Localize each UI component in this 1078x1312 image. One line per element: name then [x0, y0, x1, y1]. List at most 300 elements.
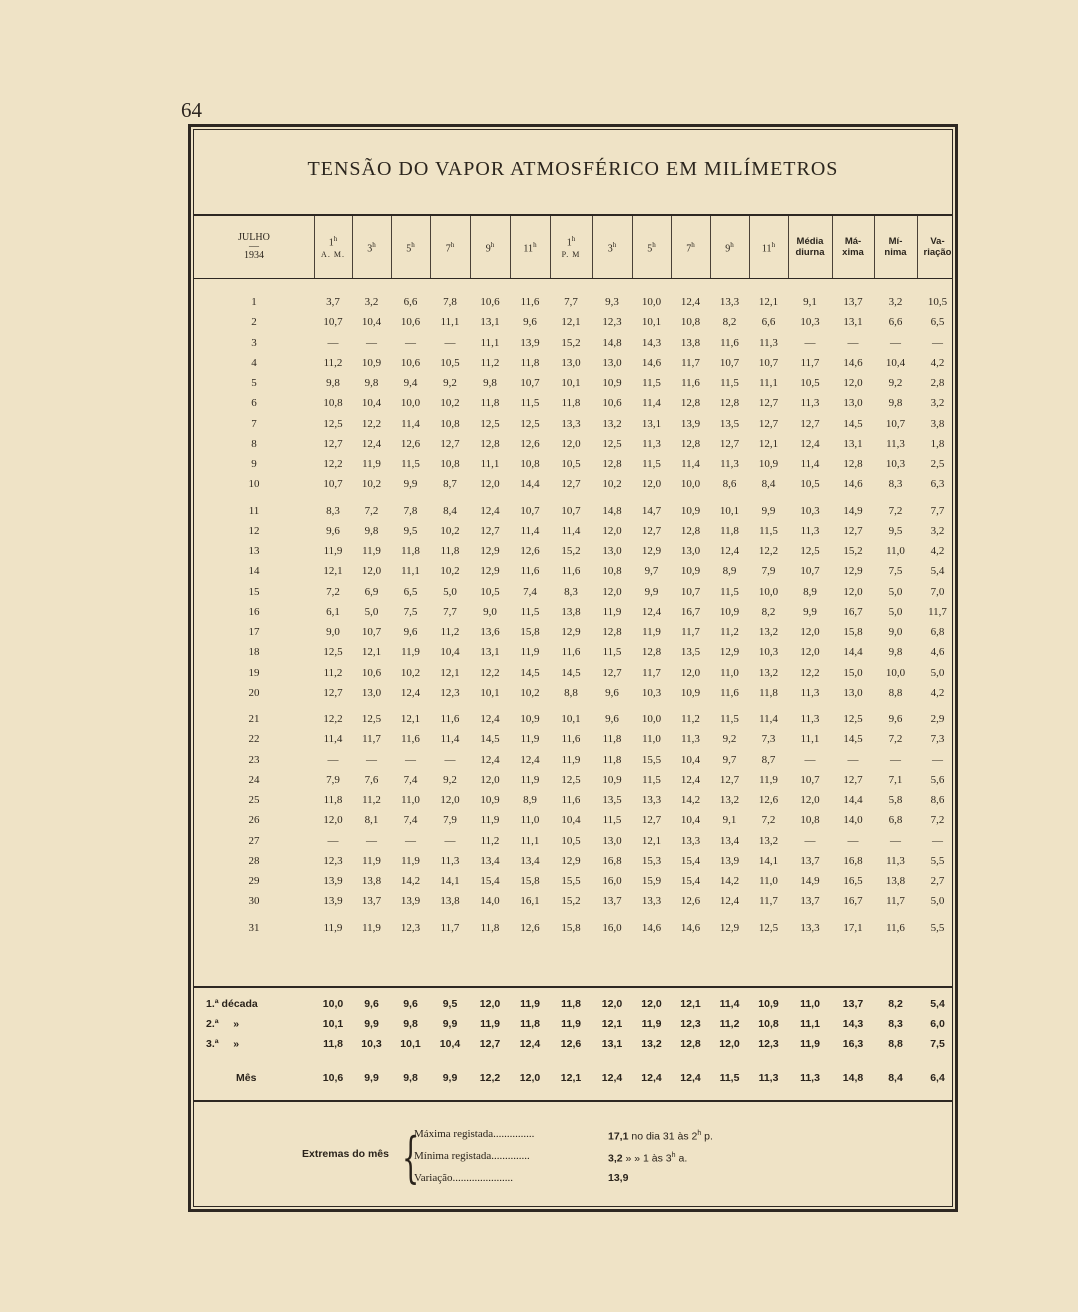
day-label: 1	[251, 296, 257, 308]
data-cell: 12,4	[520, 753, 540, 766]
data-cell: 5,0	[930, 895, 945, 908]
data-cell: 7,2	[930, 814, 945, 827]
header-hour-label	[567, 233, 576, 249]
data-cell: 10,8	[440, 417, 460, 430]
header-hour-number: 11	[523, 243, 534, 255]
data-cell: 16,5	[843, 875, 863, 887]
data-cell: 4,2	[930, 686, 945, 699]
data-cell: 16,8	[843, 854, 863, 867]
day-label: 8	[251, 437, 257, 450]
data-cell: 10,4	[561, 814, 581, 827]
data-cell: 5,0	[443, 585, 457, 598]
data-cell: 7,3	[761, 733, 776, 746]
data-cell: 10,6	[400, 316, 421, 329]
data-cell: 12,7	[641, 814, 662, 827]
data-cell: 11,7	[681, 356, 700, 369]
data-cell: 10,4	[440, 646, 460, 659]
data-cell: 12,4	[480, 504, 500, 517]
data-cell: 10,5	[800, 478, 820, 491]
header-hour	[592, 216, 632, 278]
header-hour-number: 11	[761, 243, 772, 255]
day-label: 21	[248, 713, 260, 725]
data-cell: 10,4	[361, 316, 382, 329]
data-cell: 5,5	[930, 921, 945, 934]
header-stat	[788, 216, 832, 278]
day-label: 30	[248, 895, 260, 908]
data-cell: 12,4	[800, 437, 820, 450]
data-cell: 12,7	[843, 773, 863, 786]
data-cell: 11,6	[520, 296, 540, 308]
data-cell: 14,8	[602, 336, 622, 349]
summary-cell: 12,1	[560, 1072, 582, 1084]
data-cell: 10,3	[885, 458, 906, 470]
data-cell: 15,2	[843, 545, 863, 557]
data-cell: 7,2	[888, 733, 903, 746]
summary-cell: 11,4	[719, 998, 740, 1010]
summary-cell: 11,8	[520, 1018, 540, 1030]
data-cell: 11,4	[759, 713, 778, 725]
data-cell: 13,1	[641, 417, 662, 430]
summary-cell: 11,1	[800, 1018, 820, 1030]
extreme-row	[414, 1168, 513, 1188]
data-cell: 13,0	[602, 356, 622, 369]
day-label: 18	[248, 646, 260, 659]
data-cell: 15,4	[480, 875, 500, 887]
data-cell: —	[847, 753, 859, 766]
header-hour	[470, 216, 510, 278]
data-cell: 13,0	[843, 686, 863, 699]
header-hour-number: 3	[607, 243, 613, 255]
data-cell: 9,0	[326, 626, 340, 638]
data-cell: —	[804, 336, 816, 349]
data-cell: 8,9	[523, 794, 537, 806]
data-cell: 2,5	[930, 458, 945, 470]
data-cell: 13,7	[800, 854, 820, 867]
data-cell: 12,8	[680, 397, 701, 410]
data-cell: 11,0	[520, 814, 540, 827]
data-cell: 10,7	[520, 377, 540, 389]
header-hour-suffix: h	[533, 240, 537, 249]
data-cell: 9,2	[443, 377, 457, 389]
header-hour-suffix: h	[652, 240, 656, 249]
data-cell: 14,0	[480, 895, 500, 908]
data-cell: 10,6	[361, 666, 382, 679]
data-cell: 7,9	[761, 565, 776, 578]
header-year: 1934	[244, 250, 264, 261]
data-cell: 13,0	[361, 686, 382, 699]
data-cell: 12,6	[758, 794, 779, 806]
day-label: 23	[248, 753, 260, 766]
data-cell: 13,1	[480, 646, 500, 659]
day-label: 7	[251, 417, 257, 430]
header-stat-line2: riação	[923, 247, 952, 258]
data-cell: 10,7	[719, 356, 740, 369]
data-cell: 13,3	[719, 296, 740, 308]
data-cell: 9,0	[483, 605, 497, 618]
data-cell: 11,9	[401, 646, 420, 659]
summary-label: Mês	[236, 1072, 257, 1084]
data-cell: 11,9	[561, 753, 581, 766]
summary-cell: 9,6	[364, 998, 379, 1010]
header-hour-label	[329, 233, 338, 249]
data-cell: 12,4	[680, 773, 701, 786]
data-cell: 5,0	[888, 585, 903, 598]
data-cell: 12,5	[361, 713, 382, 725]
data-cell: 10,9	[680, 686, 701, 699]
data-cell: 10,0	[400, 397, 421, 410]
day-label: 27	[248, 834, 260, 847]
data-cell: 16,1	[520, 895, 540, 908]
data-cell: 11,6	[561, 733, 581, 746]
summary-cell: 9,9	[364, 1072, 379, 1084]
data-cell: 11,6	[520, 565, 540, 578]
data-cell: 11,0	[886, 545, 905, 557]
data-cell: 13,4	[480, 854, 500, 867]
data-cell: 5,6	[930, 773, 945, 786]
header-hour-label	[762, 239, 775, 255]
header-hour-label	[446, 239, 455, 255]
data-cell: 8,3	[564, 585, 578, 598]
data-cell: 12,6	[520, 921, 540, 934]
data-cell: 10,9	[719, 605, 740, 618]
data-cell: 6,5	[930, 316, 945, 329]
header-hour-label	[647, 239, 656, 255]
data-cell: 12,0	[641, 478, 662, 491]
data-cell: 3,7	[326, 296, 340, 308]
data-cell: 10,9	[520, 713, 540, 725]
summary-cell: 12,4	[680, 1072, 701, 1084]
data-cell: —	[366, 834, 377, 847]
data-cell: 12,5	[843, 713, 863, 725]
data-cell: 11,1	[480, 458, 500, 470]
data-cell: 9,9	[803, 605, 817, 618]
extreme-value	[608, 1146, 687, 1166]
data-cell: 8,9	[722, 565, 737, 578]
data-cell: 12,8	[641, 646, 662, 659]
data-cell: 13,9	[323, 895, 343, 908]
header-hour-suffix: h	[691, 240, 695, 249]
data-cell: 9,6	[605, 686, 619, 699]
data-cell: 15,2	[561, 336, 581, 349]
data-cell: 11,6	[561, 794, 581, 806]
data-cell: 12,9	[719, 646, 740, 659]
header-hour-number: 5	[406, 243, 412, 255]
data-cell: 11,5	[642, 773, 661, 786]
data-cell: 9,3	[605, 296, 619, 308]
data-cell: 12,4	[680, 296, 701, 308]
data-cell: 12,4	[400, 686, 421, 699]
data-cell: 10,5	[800, 377, 820, 389]
data-cell: 10,4	[361, 397, 382, 410]
data-cell: 11,4	[642, 397, 661, 410]
header-rule	[194, 278, 952, 279]
header-hour-label	[486, 239, 495, 255]
data-cell: 13,5	[680, 646, 701, 659]
data-cell: 11,3	[800, 686, 820, 699]
data-cell: 16,8	[602, 854, 622, 867]
data-cell: 12,1	[323, 565, 343, 578]
data-cell: 6,6	[761, 316, 776, 329]
data-cell: 12,7	[800, 417, 820, 430]
data-cell: 11,1	[480, 336, 500, 349]
data-cell: 15,4	[680, 854, 701, 867]
data-cell: 10,7	[680, 585, 701, 598]
data-cell: 11,5	[401, 458, 420, 470]
header-stat-line1: Mí-	[888, 236, 903, 247]
data-cell: 9,1	[803, 296, 817, 308]
data-cell: 10,5	[561, 834, 581, 847]
data-cell: 10,5	[561, 458, 581, 470]
summary-cell: 11,3	[758, 1072, 779, 1084]
data-cell: 6,9	[364, 585, 379, 598]
data-cell: 9,8	[326, 377, 340, 389]
extreme-number: 3,2	[608, 1152, 623, 1165]
data-cell: —	[847, 336, 859, 349]
data-cell: 12,7	[602, 666, 622, 679]
summary-cell: 12,7	[479, 1038, 501, 1050]
data-cell: 10,9	[758, 458, 779, 470]
data-cell: —	[890, 753, 901, 766]
day-label: 13	[248, 545, 260, 557]
summary-cell: 11,5	[719, 1072, 740, 1084]
data-cell: 11,8	[561, 397, 581, 410]
data-cell: 11,8	[602, 733, 622, 746]
data-cell: 9,6	[605, 713, 619, 725]
summary-cell: 6,0	[930, 1018, 945, 1030]
summary-cell: 10,0	[322, 998, 344, 1010]
data-cell: 8,4	[443, 504, 457, 517]
data-cell: 7,5	[403, 605, 418, 618]
data-cell: 9,5	[888, 524, 903, 537]
data-cell: 16,7	[843, 605, 863, 618]
data-cell: 10,5	[927, 296, 948, 308]
data-cell: 5,0	[888, 605, 903, 618]
data-cell: 13,9	[680, 417, 701, 430]
summary-cell: 12,0	[601, 998, 623, 1010]
data-cell: 14,2	[680, 794, 701, 806]
header-hour-suffix: h	[372, 240, 376, 249]
header-hour-note: A. M.	[321, 250, 345, 260]
data-cell: 12,8	[602, 626, 622, 638]
summary-cell: 10,1	[322, 1018, 344, 1030]
summary-cell: 12,3	[680, 1018, 701, 1030]
data-cell: 13,9	[520, 336, 540, 349]
data-cell: 10,8	[602, 565, 622, 578]
data-cell: 12,1	[400, 713, 421, 725]
data-cell: 7,7	[443, 605, 457, 618]
data-cell: 10,6	[400, 356, 421, 369]
data-cell: 12,8	[719, 397, 740, 410]
data-cell: 12,7	[323, 437, 343, 450]
data-cell: 10,1	[561, 713, 581, 725]
data-cell: 14,4	[520, 478, 540, 491]
data-cell: 13,3	[680, 834, 701, 847]
data-cell: 12,7	[323, 686, 343, 699]
data-cell: 14,5	[520, 666, 540, 679]
data-cell: 10,8	[800, 814, 820, 827]
summary-label: 3.ª »	[206, 1038, 240, 1050]
data-cell: 10,0	[641, 296, 662, 308]
header-hour-label	[608, 239, 617, 255]
data-cell: 12,8	[602, 458, 622, 470]
day-label: 10	[248, 478, 260, 491]
header-hour	[314, 216, 352, 278]
data-cell: 12,5	[602, 437, 622, 450]
data-cell: 11,8	[323, 794, 343, 806]
data-cell: 15,9	[641, 875, 662, 887]
day-label: 20	[248, 686, 260, 699]
data-cell: 10,7	[800, 565, 820, 578]
data-cell: 11,4	[520, 524, 540, 537]
data-cell: 9,5	[403, 524, 418, 537]
data-cell: 11,9	[323, 545, 343, 557]
summary-cell: 8,4	[888, 1072, 903, 1084]
header-hour	[352, 216, 391, 278]
data-cell: 11,3	[759, 336, 778, 349]
summary-cell: 12,0	[641, 998, 662, 1010]
data-cell: 11,0	[759, 875, 778, 887]
day-label: 26	[248, 814, 260, 827]
data-cell: 3,2	[930, 397, 945, 410]
summary-cell: 13,2	[641, 1038, 662, 1050]
header-month: JULHO	[238, 232, 270, 243]
data-cell: 10,9	[602, 377, 622, 389]
data-cell: 2,8	[930, 377, 945, 389]
data-cell: —	[890, 834, 901, 847]
summary-cell: 11,9	[561, 1018, 581, 1030]
data-cell: 13,1	[843, 437, 863, 450]
data-cell: 10,2	[440, 524, 460, 537]
summary-cell: 11,9	[641, 1018, 662, 1030]
data-cell: 10,0	[680, 478, 701, 491]
data-cell: 7,2	[326, 585, 340, 598]
summary-cell: 11,8	[561, 998, 581, 1010]
summary-cell: 11,8	[323, 1038, 343, 1050]
summary-cell: 11,9	[480, 1018, 500, 1030]
data-cell: 14,7	[641, 504, 662, 517]
data-cell: 12,4	[480, 753, 500, 766]
summary-cell: 12,4	[641, 1072, 662, 1084]
header-hour-suffix: h	[333, 234, 338, 243]
data-cell: 12,9	[641, 545, 662, 557]
extreme-name: Variação	[414, 1172, 453, 1184]
data-cell: 12,1	[758, 437, 779, 450]
summary-cell: 11,3	[800, 1072, 820, 1084]
data-cell: 8,9	[803, 585, 817, 598]
header-hour	[550, 216, 592, 278]
data-cell: 9,9	[403, 478, 418, 491]
data-cell: 9,7	[722, 753, 737, 766]
data-cell: 12,1	[561, 316, 581, 329]
data-cell: 12,0	[480, 773, 500, 786]
header-hour-number: 7	[686, 243, 692, 255]
day-label: 12	[248, 524, 260, 537]
data-cell: 11,7	[800, 356, 820, 369]
extreme-sup: h	[671, 1152, 676, 1159]
data-cell: 14,6	[680, 921, 701, 934]
summary-cell: 12,6	[560, 1038, 582, 1050]
data-cell: 7,6	[364, 773, 379, 786]
data-cell: 12,3	[440, 686, 460, 699]
header-hour-suffix: h	[411, 240, 415, 249]
header-hour	[391, 216, 430, 278]
data-cell: 7,8	[403, 504, 418, 517]
data-cell: 16,0	[602, 921, 622, 934]
data-cell: 11,2	[480, 356, 500, 369]
data-cell: 6,5	[403, 585, 418, 598]
summary-top-rule	[194, 986, 952, 988]
header-stat-line1: Má-	[844, 236, 862, 247]
data-cell: 2,9	[930, 713, 945, 725]
data-cell: 12,9	[480, 565, 500, 578]
data-cell: 7,1	[888, 773, 903, 786]
day-label: 11	[248, 504, 260, 517]
data-cell: 14,5	[480, 733, 500, 746]
data-cell: 7,4	[403, 814, 418, 827]
data-cell: 11,8	[759, 686, 778, 699]
data-cell: 4,6	[930, 646, 945, 659]
data-cell: 10,3	[800, 504, 820, 517]
data-cell: 11,1	[401, 565, 420, 578]
data-cell: 6,6	[403, 296, 418, 308]
summary-cell: 10,4	[439, 1038, 461, 1050]
header-stat-line2: diurna	[795, 247, 825, 258]
data-cell: 11,6	[561, 646, 581, 659]
data-cell: 9,8	[888, 397, 903, 410]
data-cell: 11,7	[886, 895, 905, 908]
data-cell: 9,8	[483, 377, 497, 389]
data-cell: 12,0	[602, 524, 622, 537]
data-cell: 7,0	[930, 585, 945, 598]
summary-cell: 13,7	[842, 998, 864, 1010]
table-title: TENSÃO DO VAPOR ATMOSFÉRICO EM MILÍMETROS	[307, 158, 839, 180]
day-label: 19	[248, 666, 260, 679]
data-cell: 12,9	[843, 565, 863, 578]
data-cell: 11,3	[886, 437, 905, 450]
summary-cell: 14,3	[842, 1018, 864, 1030]
data-cell: 12,2	[800, 666, 820, 679]
header-hour-note: P. M	[561, 250, 581, 260]
summary-cell: 6,4	[930, 1072, 945, 1084]
data-cell: 11,0	[720, 666, 739, 679]
data-cell: 11,2	[362, 794, 381, 806]
data-cell: 13,1	[843, 316, 863, 329]
data-cell: 9,2	[443, 773, 457, 786]
data-cell: 13,4	[520, 854, 540, 867]
summary-cell: 10,9	[758, 998, 779, 1010]
extreme-value	[608, 1168, 628, 1188]
summary-cell: 12,0	[519, 1072, 541, 1084]
summary-cell: 12,8	[680, 1038, 701, 1050]
data-cell: 11,0	[642, 733, 661, 746]
data-cell: —	[932, 753, 943, 766]
data-cell: 11,7	[681, 626, 700, 638]
data-cell: 14,2	[400, 875, 421, 887]
header-hour-label	[725, 239, 734, 255]
header-hour-number: 1	[566, 237, 572, 249]
data-cell: 11,8	[480, 921, 500, 934]
extreme-row	[414, 1124, 534, 1144]
extreme-tail: a.	[675, 1152, 688, 1165]
data-cell: 11,2	[720, 626, 739, 638]
data-cell: —	[932, 336, 943, 349]
data-cell: —	[444, 336, 456, 349]
data-cell: 8,4	[761, 478, 776, 491]
data-cell: 11,4	[323, 733, 343, 746]
data-cell: 12,6	[520, 437, 540, 450]
data-cell: 2,7	[930, 875, 945, 887]
data-cell: —	[405, 834, 416, 847]
